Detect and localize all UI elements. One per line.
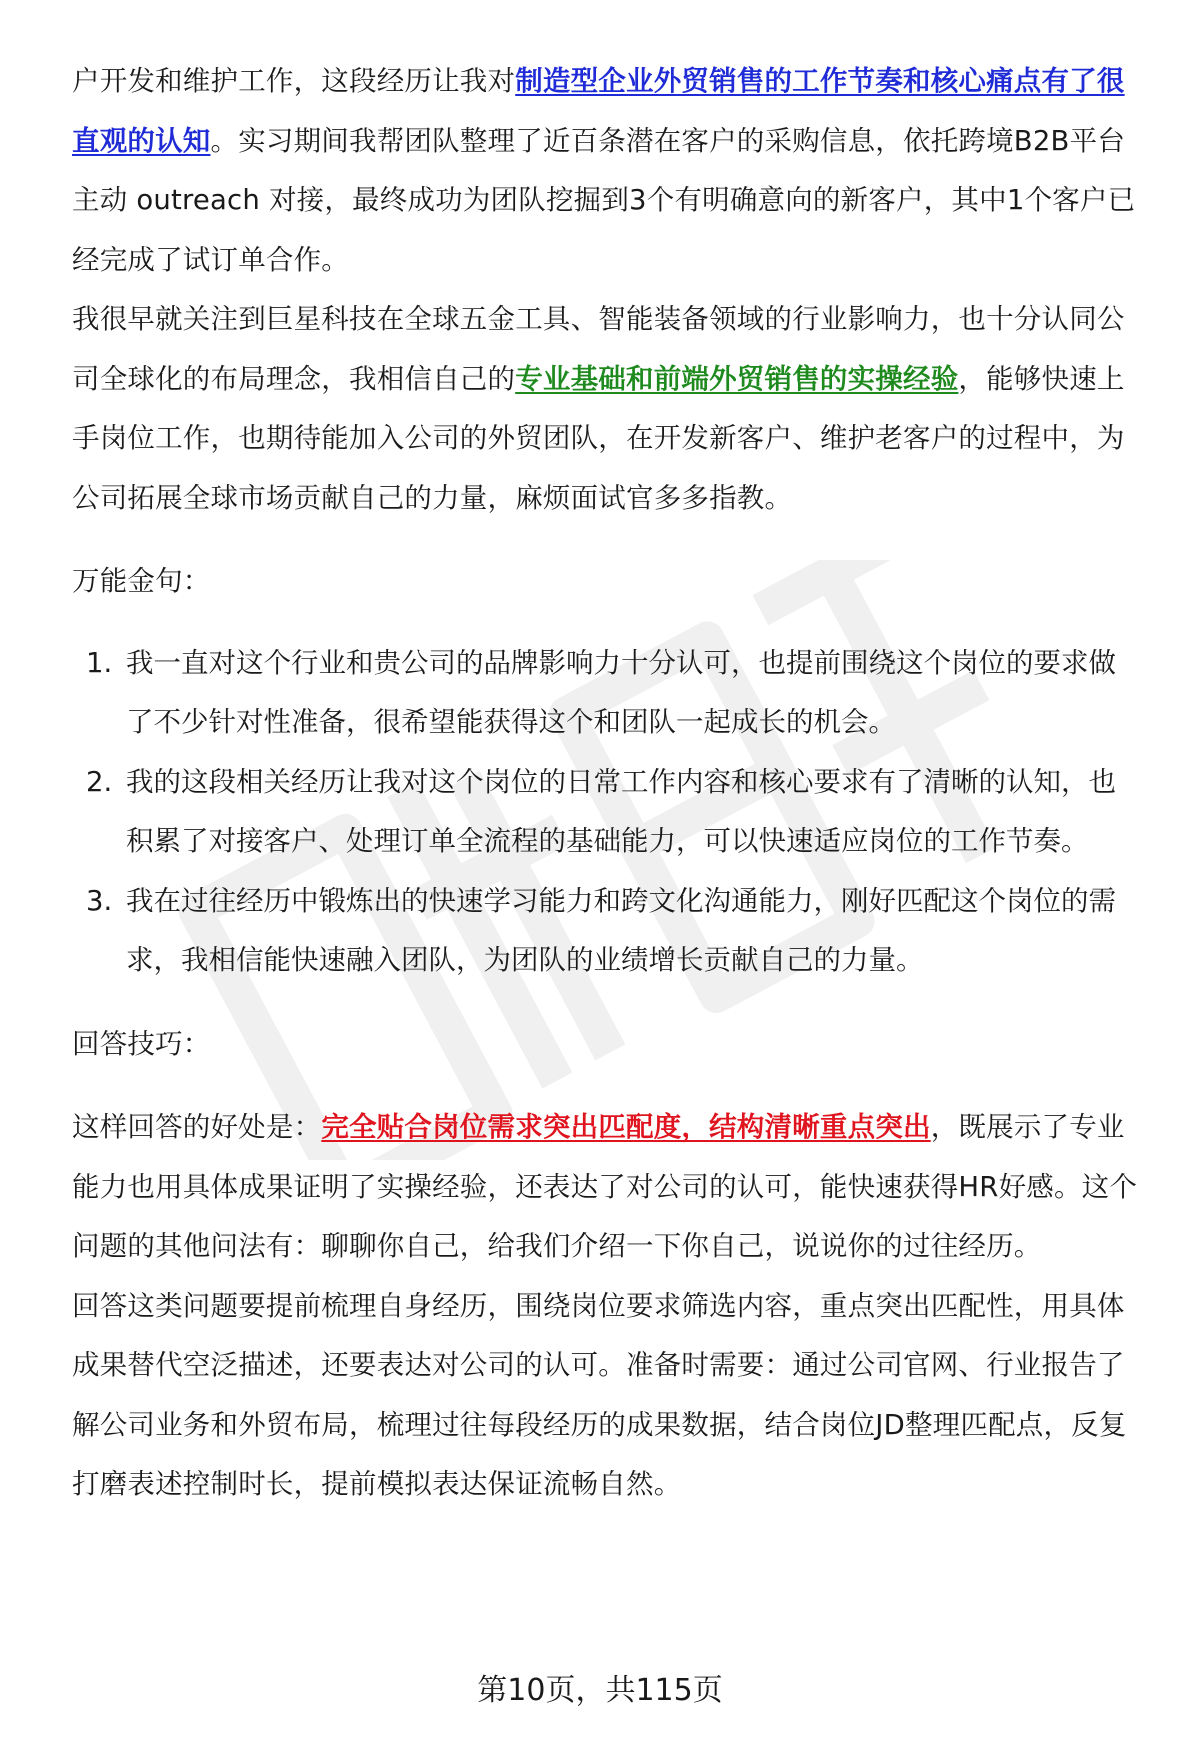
list-item-text: 我一直对这个行业和贵公司的品牌影响力十分认可，也提前围绕这个岗位的要求做了不少针对性准备，很希望能获得这个和团队一起成长的机会。 [126, 646, 1116, 738]
tips-p1-highlight: 完全贴合岗位需求突出匹配度，结构清晰重点突出 [321, 1111, 931, 1143]
paragraph2-text-a: 我很早就关注到巨星科技在全球五金工具、智能装备领域的行业影响力，也十分认同公司全球化的布局理念，我相信自己的 [72, 303, 1125, 395]
tips-paragraph-2: 回答这类问题要提前梳理自身经历，围绕岗位要求筛选内容，重点突出匹配性，用具体成果替代空泛描述，还要表达对公司的认可。准备时需要：通过公司官网、行业报告了解公司业务和外贸布局，梳理过往每段经历的成果数据，结合岗位JD整理匹配点，反复打磨表述控制时长，提前模拟表达保证流畅自然。 [72, 1289, 1127, 1500]
list-item [72, 753, 1142, 872]
paragraph2-text-b: ，能够快速上手岗位工作，也期待能加入公司的外贸团队，在开发新客户、维护老客户的过程中，为公司拓展全球市场贡献自己的力量，麻烦面试官多多指教。 [72, 362, 1125, 514]
paragraph1-text-a: 户开发和维护工作，这段经历让我对 [72, 65, 516, 97]
intro-paragraph-1 [72, 52, 1142, 290]
document-content [72, 52, 1142, 1515]
paragraph1-text-b: 。实习期间我帮团队整理了近百条潜在客户的采购信息，依托跨境B2B平台主动 outreach 对接，最终成功为团队挖掘到3个有明确意向的新客户，其中1个客户已经完成了试订单合作。 [72, 124, 1136, 276]
paragraph2-highlight: 专业基础和前端外贸销售的实操经验 [515, 362, 959, 395]
list-item [72, 872, 1142, 991]
list-item-number: 3. [86, 884, 113, 917]
tips-paragraph-1 [72, 1098, 1142, 1277]
list-item-text: 我在过往经历中锻炼出的快速学习能力和跨文化沟通能力，刚好匹配这个岗位的需求，我相信能快速融入团队，为团队的业绩增长贡献自己的力量。 [126, 884, 1116, 976]
golden-sentences-heading: 万能金句： [72, 565, 211, 597]
intro-paragraph-2 [72, 290, 1142, 528]
list-item-text: 我的这段相关经历让我对这个岗位的日常工作内容和核心要求有了清晰的认知，也积累了对接客户、处理订单全流程的基础能力，可以快速适应岗位的工作节奏。 [126, 765, 1116, 857]
tips-p1-text-b: ，既展示了专业能力也用具体成果证明了实操经验，还表达了对公司的认可，能快速获得HR好感。这个问题的其他问法有：聊聊你自己，给我们介绍一下你自己，说说你的过往经历。 [72, 1111, 1138, 1262]
paragraph1-highlight: 制造型企业外贸销售的工作节奏和核心痛点有了很直观的认知 [72, 65, 1125, 157]
answer-tips-heading: 回答技巧： [72, 1027, 211, 1060]
list-item [72, 634, 1142, 753]
tips-p1-text-a: 这样回答的好处是： [72, 1111, 322, 1143]
golden-sentences-list [72, 634, 1142, 991]
list-item-number: 2. [86, 765, 113, 798]
list-item-number: 1. [86, 646, 113, 679]
page-number-footer: 第10页，共115页 [477, 1673, 723, 1708]
